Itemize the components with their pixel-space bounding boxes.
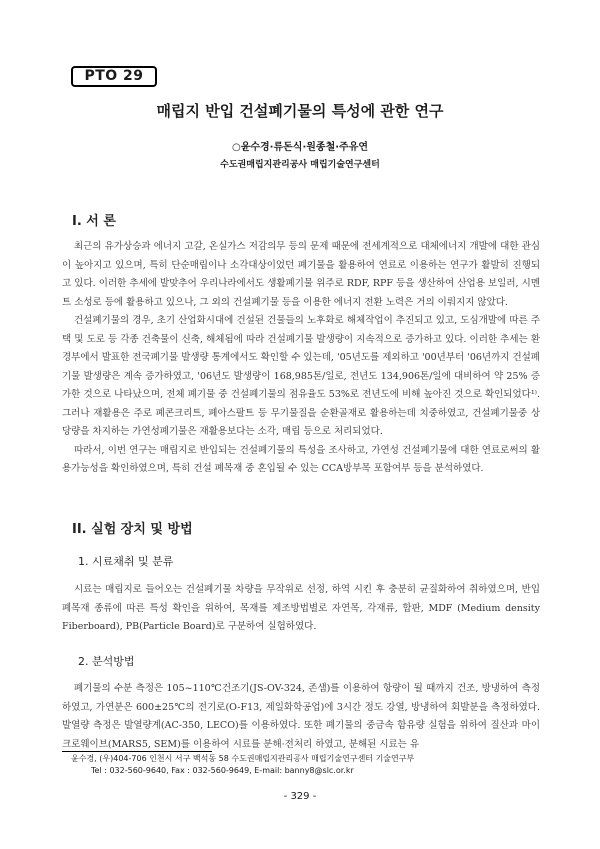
sampling-body — [62, 581, 540, 637]
sampling-paragraph: 시료는 매립지로 들어오는 건설폐기물 차량을 무작위로 선정, 하역 시킨 후 충분히 균질화하여 취하였으며, 반입 폐목재 종류에 따른 특성 확인을 위하여, 목재를 제조방법별로 자연목, 각재류, 합판, MDF (Medium density Fiberboard), PB(Particle Board)로 구분하여 실험하였다. — [62, 584, 540, 632]
introduction-body — [62, 238, 540, 479]
analysis-body — [62, 680, 540, 754]
author-list: ○윤수경·류돈식·원종철·주유연 — [231, 142, 369, 153]
footnote-divider — [62, 751, 212, 752]
session-badge: PTO 29 — [71, 66, 157, 87]
affiliation: 수도권매립지관리공사 매립기술연구센터 — [220, 160, 380, 170]
section-heading-introduction: I. 서 론 — [72, 214, 116, 229]
section-heading-methods: II. 실험 장치 및 방법 — [72, 522, 193, 537]
paper-title: 매립지 반입 건설폐기물의 특성에 관한 연구 — [156, 102, 444, 120]
subsection-heading-sampling: 1. 시료채취 및 분류 — [78, 555, 174, 568]
intro-paragraph: 건설폐기물의 경우, 초기 산업화시대에 건설된 건물들의 노후화로 해체작업이 추진되고 있고, 도심개발에 따른 주택 및 도로 등 각종 건축물이 신축, 해체됨에 따라 건설폐기물 발생량이 지속적으로 증가하고 있다. 이러한 추세는 환경부에서 발표한 전국폐기물 발생량 통계에서도 확인할 수 있는데, '05년도를 제외하고 '00년부터 '06년까지 건설폐기물 발생량은 계속 증가하였고, '06년도 발생량이 168,985톤/일로, 전년도 134,906톤/일에 대비하여 약 25% 증가한 것으로 나타났으며, 전체 폐기물 중 건설폐기물의 점유율도 53%로 전년도에 비해 높아진 것으로 확인되었다¹⁾. 그러나 재활용은 주로 폐콘크리트, 폐아스팔트 등 무기물질을 순환골재로 활용하는데 치중하였고, 건설폐기물중 상당량을 차지하는 가연성폐기물은 재활용보다는 소각, 매립 등으로 처리되었다. — [62, 315, 540, 437]
subsection-heading-analysis: 2. 분석방법 — [78, 655, 135, 668]
intro-paragraph: 최근의 유가상승과 에너지 고갈, 온실가스 저감의무 등의 문제 때문에 전세계적으로 대체에너지 개발에 대한 관심이 높아지고 있으며, 특히 단순매립이나 소각대상이었던 폐기물을 활용하여 연료로 이용하는 연구가 활발히 진행되고 있다. 이러한 추세에 발맞추어 우리나라에서도 생활폐기물 위주로 RDF, RPF 등을 생산하여 산업용 보일러, 시멘트 소성로 등에 활용하고 있으나, 그 외의 건설폐기물 등을 이용한 에너지 전환 노력은 거의 이뤄지지 않았다. — [62, 241, 540, 308]
footnote-contact: Tel : 032-560-9640, Fax : 032-560-9649, E-mail: banny8@slc.or.kr — [91, 766, 354, 775]
intro-paragraph: 따라서, 이번 연구는 매립지로 반입되는 건설폐기물의 특성을 조사하고, 가연성 건설폐기물에 대한 연료로써의 활용가능성을 확인하였으며, 특히 건설 폐목재 중 혼입될 수 있는 CCA방부목 포함여부 등을 분석하였다. — [62, 444, 540, 474]
analysis-paragraph: 폐기물의 수분 측정은 105~110℃건조기(JS-OV-324, 존샘)를 이용하여 항량이 될 때까지 건조, 방냉하여 측정하였고, 가연분은 600±25℃의 전기로(O-F13, 제일화학공업)에 3시간 정도 강열, 방냉하여 회발분을 측정하였다. 발열량 측정은 발열량계(AC-350, LECO)를 이용하였다. 또한 폐기물의 중금속 함유량 실험을 위하여 질산과 마이크로웨이브(MARS5, SEM)를 이용하여 시료를 분해·전처리 하였고, 분해된 시료는 유 — [62, 683, 540, 750]
page-number: - 329 - — [283, 791, 317, 802]
footnote-address: 윤수경, (우)404-706 인천시 서구 백석동 58 수도권매립지관리공사 매립기술연구센터 기술연구부 — [71, 754, 415, 763]
footnote — [71, 753, 541, 777]
